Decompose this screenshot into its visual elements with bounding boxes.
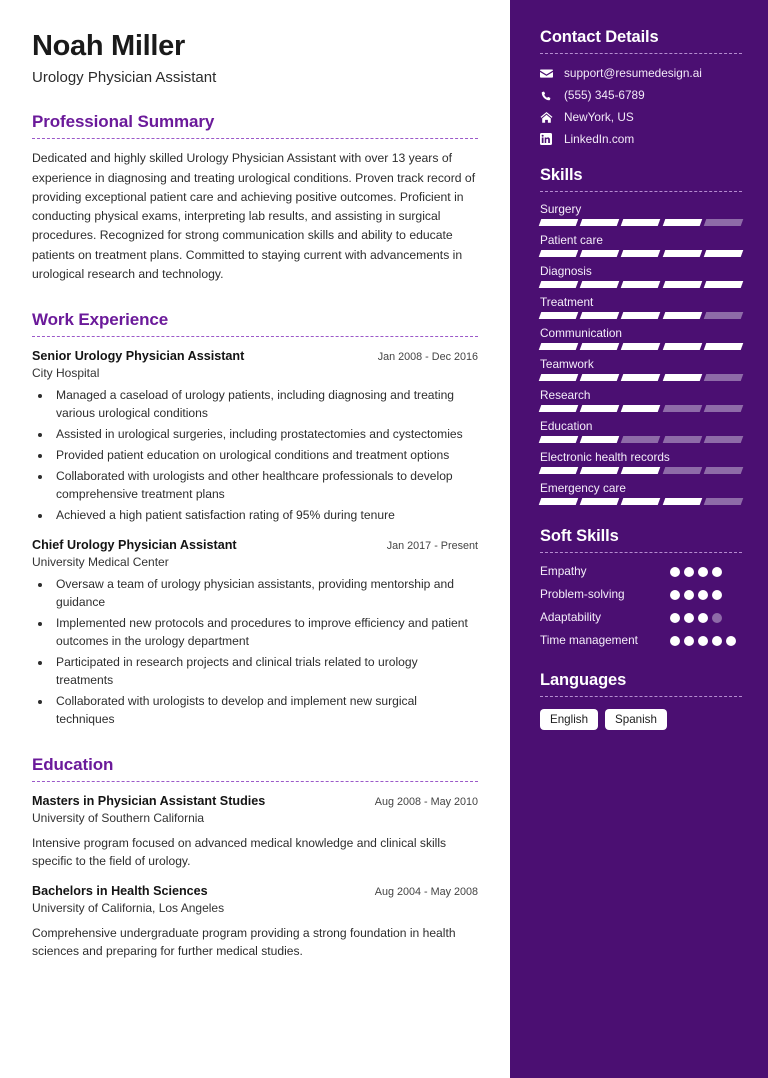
summary-text: Dedicated and highly skilled Urology Physician Assistant with over 13 years of experience in diagnosing and treating urological conditions. Proven track record of providing exceptional patient care and achieving positive outcomes. Proficient in conducting physical exams, interpreting lab results, and assisting in surgical procedures. Recognized for strong communication skills and ability to educate patients on treatment plans. Committed to staying current with advancements in urological research and technology. xyxy=(32,151,476,281)
entry-organization: University of Southern California xyxy=(32,810,205,825)
section-work-experience xyxy=(32,310,478,728)
sidebar-title-skills: Skills xyxy=(540,166,583,184)
experience-entry xyxy=(32,538,478,728)
divider xyxy=(540,696,742,697)
language-chip[interactable]: English xyxy=(540,709,598,730)
entry-date: Jan 2008 - Dec 2016 xyxy=(377,351,478,364)
soft-skill-dot xyxy=(698,636,708,646)
skill-level-bar xyxy=(540,343,742,350)
skill-segment xyxy=(621,312,661,319)
home-icon xyxy=(540,111,560,124)
entry-date: Aug 2008 - May 2010 xyxy=(374,795,478,808)
entry-title: Bachelors in Health Sciences xyxy=(32,883,208,898)
soft-skill-dot xyxy=(726,636,736,646)
skill-segment xyxy=(580,467,620,474)
skill-level-bar xyxy=(540,436,742,443)
skill-level-bar xyxy=(540,250,742,257)
skill-segment xyxy=(662,343,702,350)
skill-segment xyxy=(621,219,661,226)
skill-segment xyxy=(662,312,702,319)
skill-segment xyxy=(539,436,579,443)
skill-segment xyxy=(621,405,661,412)
skill-name: Surgery xyxy=(540,202,582,216)
skill-segment xyxy=(580,436,620,443)
skill-item xyxy=(540,264,742,288)
section-title-education: Education xyxy=(32,754,114,774)
entry-description: Intensive program focused on advanced medical knowledge and clinical skills specific to the field of urology. xyxy=(32,835,447,868)
contact-value: LinkedIn.com xyxy=(564,132,635,146)
experience-entry xyxy=(32,349,478,524)
entry-bullet: • Collaborated with urologists and other healthcare professionals to develop comprehensive treatment plans xyxy=(52,468,478,504)
header-block xyxy=(32,30,478,86)
divider xyxy=(32,781,478,782)
entry-header xyxy=(32,884,478,898)
skill-segment xyxy=(662,467,702,474)
skill-item xyxy=(540,481,742,505)
soft-skill-item xyxy=(540,610,742,626)
soft-skill-dot xyxy=(712,613,722,623)
section-professional-summary xyxy=(32,112,478,284)
entry-header xyxy=(32,538,478,552)
entry-bullet: • Achieved a high patient satisfaction rating of 95% during tenure xyxy=(52,507,478,525)
soft-skill-item xyxy=(540,633,742,649)
skill-item xyxy=(540,450,742,474)
skill-name: Teamwork xyxy=(540,357,594,371)
section-education xyxy=(32,755,478,961)
entry-bullet: • Oversaw a team of urology physician assistants, providing mentorship and guidance xyxy=(52,576,478,612)
skill-item xyxy=(540,233,742,257)
skill-segment xyxy=(539,498,579,505)
skill-name: Research xyxy=(540,388,591,402)
skill-segment xyxy=(539,312,579,319)
soft-skill-item xyxy=(540,564,742,580)
soft-skill-dot xyxy=(712,636,722,646)
education-list xyxy=(32,794,478,961)
entry-title: Masters in Physician Assistant Studies xyxy=(32,793,266,808)
divider xyxy=(32,138,478,139)
divider xyxy=(540,552,742,553)
section-title-experience: Work Experience xyxy=(32,310,169,330)
skill-segment xyxy=(539,281,579,288)
skill-segment xyxy=(704,405,744,412)
skill-segment xyxy=(539,467,579,474)
skill-segment xyxy=(580,281,620,288)
skill-segment xyxy=(662,374,702,381)
skill-segment xyxy=(704,498,744,505)
skill-segment xyxy=(621,250,661,257)
entry-organization: University Medical Center xyxy=(32,555,169,570)
skill-segment xyxy=(580,312,620,319)
skill-level-bar xyxy=(540,374,742,381)
soft-skill-dot xyxy=(670,636,680,646)
skill-item xyxy=(540,357,742,381)
sidebar xyxy=(510,0,768,1078)
entry-bullet: • Managed a caseload of urology patients, including diagnosing and treating various urological conditions xyxy=(52,387,478,423)
language-chip[interactable]: Spanish xyxy=(605,709,667,730)
skill-segment xyxy=(580,374,620,381)
sidebar-section-contact xyxy=(540,28,742,146)
entry-date: Aug 2004 - May 2008 xyxy=(374,885,478,898)
entry-bullets xyxy=(32,576,478,728)
skill-level-bar xyxy=(540,312,742,319)
skill-segment xyxy=(662,281,702,288)
linkedin-icon xyxy=(540,133,560,145)
skill-segment xyxy=(621,467,661,474)
skill-segment xyxy=(704,250,744,257)
soft-skills-list xyxy=(540,564,742,649)
contact-value: support@resumedesign.ai xyxy=(564,66,702,80)
soft-skill-name: Adaptability xyxy=(540,609,601,624)
entry-organization: University of California, Los Angeles xyxy=(32,900,225,915)
skill-name: Education xyxy=(540,419,593,433)
skill-segment xyxy=(704,281,744,288)
contact-item[interactable] xyxy=(540,132,742,146)
contact-item[interactable] xyxy=(540,110,742,124)
skill-segment xyxy=(704,343,744,350)
entry-title: Chief Urology Physician Assistant xyxy=(32,538,237,553)
skill-segment xyxy=(539,343,579,350)
languages-list xyxy=(540,709,742,730)
soft-skill-dot xyxy=(670,567,680,577)
entry-organization: City Hospital xyxy=(32,366,100,381)
skill-name: Electronic health records xyxy=(540,450,670,464)
sidebar-section-skills xyxy=(540,166,742,505)
skill-segment xyxy=(580,219,620,226)
experience-list xyxy=(32,349,478,728)
skill-segment xyxy=(662,250,702,257)
skill-name: Diagnosis xyxy=(540,264,592,278)
envelope-icon xyxy=(540,67,560,80)
skill-item xyxy=(540,202,742,226)
soft-skill-dot xyxy=(712,567,722,577)
skill-segment xyxy=(539,219,579,226)
soft-skill-dot xyxy=(698,590,708,600)
skill-segment xyxy=(704,374,744,381)
sidebar-title-soft-skills: Soft Skills xyxy=(540,527,619,545)
soft-skill-item xyxy=(540,587,742,603)
candidate-job-title: Urology Physician Assistant xyxy=(32,69,217,87)
skill-name: Emergency care xyxy=(540,481,626,495)
soft-skill-dot xyxy=(698,613,708,623)
skill-segment xyxy=(662,219,702,226)
skills-list xyxy=(540,202,742,505)
skill-name: Communication xyxy=(540,326,622,340)
soft-skill-name: Empathy xyxy=(540,564,587,578)
soft-skill-dot xyxy=(684,636,694,646)
entry-description: Comprehensive undergraduate program providing a strong foundation in health sciences and preparing for further medical studies. xyxy=(32,925,456,958)
skill-segment xyxy=(580,250,620,257)
soft-skill-dot xyxy=(712,590,722,600)
section-title-summary: Professional Summary xyxy=(32,112,215,132)
sidebar-section-soft-skills xyxy=(540,527,742,649)
skill-segment xyxy=(662,436,702,443)
divider xyxy=(540,191,742,192)
entry-bullet: • Collaborated with urologists to develop and implement new surgical techniques xyxy=(52,693,478,729)
soft-skill-dots xyxy=(670,564,742,577)
skill-name: Treatment xyxy=(540,295,594,309)
skill-level-bar xyxy=(540,498,742,505)
contact-item[interactable] xyxy=(540,66,742,80)
entry-bullets xyxy=(32,387,478,524)
entry-bullet: • Assisted in urological surgeries, including prostatectomies and cystectomies xyxy=(52,426,478,444)
soft-skill-dots xyxy=(670,610,742,623)
soft-skill-dot xyxy=(684,613,694,623)
contact-item[interactable] xyxy=(540,88,742,102)
skill-segment xyxy=(704,467,744,474)
sidebar-title-languages: Languages xyxy=(540,670,627,689)
education-entry xyxy=(32,884,478,960)
soft-skill-dot xyxy=(698,567,708,577)
skill-segment xyxy=(662,405,702,412)
soft-skill-name: Problem-solving xyxy=(540,586,625,601)
entry-bullet: • Participated in research projects and clinical trials related to urology treatments xyxy=(52,654,478,690)
soft-skill-dots xyxy=(670,633,742,646)
skill-segment xyxy=(580,498,620,505)
skill-item xyxy=(540,295,742,319)
divider xyxy=(32,336,478,337)
skill-segment xyxy=(539,250,579,257)
phone-icon xyxy=(540,89,560,102)
contact-value: NewYork, US xyxy=(564,110,634,124)
skill-segment xyxy=(580,405,620,412)
soft-skill-dot xyxy=(684,590,694,600)
skill-segment xyxy=(621,281,661,288)
skill-segment xyxy=(704,312,744,319)
divider xyxy=(540,53,742,54)
skill-level-bar xyxy=(540,219,742,226)
skill-segment xyxy=(539,405,579,412)
skill-item xyxy=(540,388,742,412)
skill-segment xyxy=(704,436,744,443)
skill-segment xyxy=(580,343,620,350)
skill-segment xyxy=(621,343,661,350)
skill-segment xyxy=(621,498,661,505)
soft-skill-dots xyxy=(670,587,742,600)
candidate-name: Noah Miller xyxy=(32,30,185,62)
soft-skill-dot xyxy=(670,613,680,623)
soft-skill-name: Time management xyxy=(540,632,638,647)
entry-date: Jan 2017 - Present xyxy=(386,540,478,553)
skill-level-bar xyxy=(540,405,742,412)
skill-segment xyxy=(704,219,744,226)
entry-bullet: • Implemented new protocols and procedures to improve efficiency and patient outcomes in the urology department xyxy=(52,615,478,651)
skill-segment xyxy=(621,374,661,381)
skill-level-bar xyxy=(540,467,742,474)
entry-header xyxy=(32,794,478,808)
entry-bullet: • Provided patient education on urological conditions and treatment options xyxy=(52,447,478,465)
soft-skill-dot xyxy=(670,590,680,600)
skill-segment xyxy=(539,374,579,381)
sidebar-title-contact: Contact Details xyxy=(540,28,659,46)
skill-segment xyxy=(662,498,702,505)
skill-level-bar xyxy=(540,281,742,288)
entry-title: Senior Urology Physician Assistant xyxy=(32,349,245,364)
contact-value: (555) 345-6789 xyxy=(564,88,645,102)
skill-segment xyxy=(621,436,661,443)
contact-list xyxy=(540,66,742,146)
entry-header xyxy=(32,349,478,363)
sidebar-section-languages xyxy=(540,671,742,730)
education-entry xyxy=(32,794,478,870)
skill-item xyxy=(540,419,742,443)
soft-skill-dot xyxy=(684,567,694,577)
skill-name: Patient care xyxy=(540,233,603,247)
skill-item xyxy=(540,326,742,350)
